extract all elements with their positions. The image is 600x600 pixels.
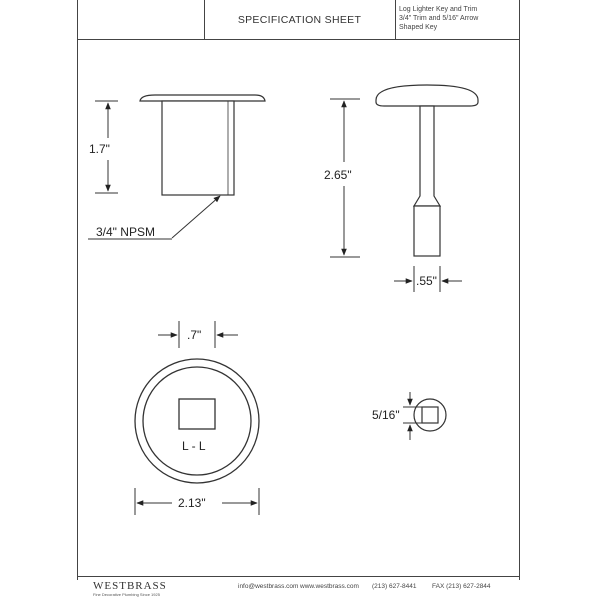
description-line-2: 3/4" Trim and 5/16" Arrow — [399, 15, 479, 22]
contact-email[interactable]: info@westbrass.com — [238, 583, 299, 590]
inner-label: L - L — [182, 439, 206, 453]
key-shaft — [414, 106, 440, 206]
key-end-view — [414, 399, 446, 431]
square-opening — [179, 399, 215, 429]
trim-diameter-label: 2.13" — [178, 496, 206, 510]
description-line-1: Log Lighter Key and Trim — [399, 6, 478, 13]
trim-height-label: 1.7" — [89, 142, 110, 156]
brand-logo: WESTBRASS — [93, 580, 167, 592]
npsm-label: 3/4" NPSM — [96, 225, 155, 239]
key-square-dimension — [403, 392, 422, 440]
key-end-square — [422, 407, 438, 423]
trim-body — [162, 101, 234, 195]
trim-top-view — [135, 359, 259, 483]
trim-flange — [140, 95, 265, 101]
trim-side-view — [140, 95, 265, 195]
key-handle — [376, 85, 478, 106]
trim-inner-ring — [143, 367, 251, 475]
key-tip-label: .55" — [416, 274, 437, 288]
key-side-view — [376, 85, 478, 256]
contact-fax: FAX (213) 627-2844 — [432, 583, 491, 590]
square-opening-label: .7" — [187, 328, 202, 342]
key-tip — [414, 206, 440, 256]
description-line-3: Shaped Key — [399, 24, 438, 31]
key-square-label: 5/16" — [372, 408, 400, 422]
contact-website[interactable]: www.westbrass.com — [300, 583, 359, 590]
sheet-title: SPECIFICATION SHEET — [204, 0, 396, 39]
trim-outer-ring — [135, 359, 259, 483]
contact-phone: (213) 627-8441 — [372, 583, 417, 590]
brand-tagline: Fine Decorative Plumbing Since 1925 — [93, 592, 160, 597]
key-length-label: 2.65" — [324, 168, 352, 182]
